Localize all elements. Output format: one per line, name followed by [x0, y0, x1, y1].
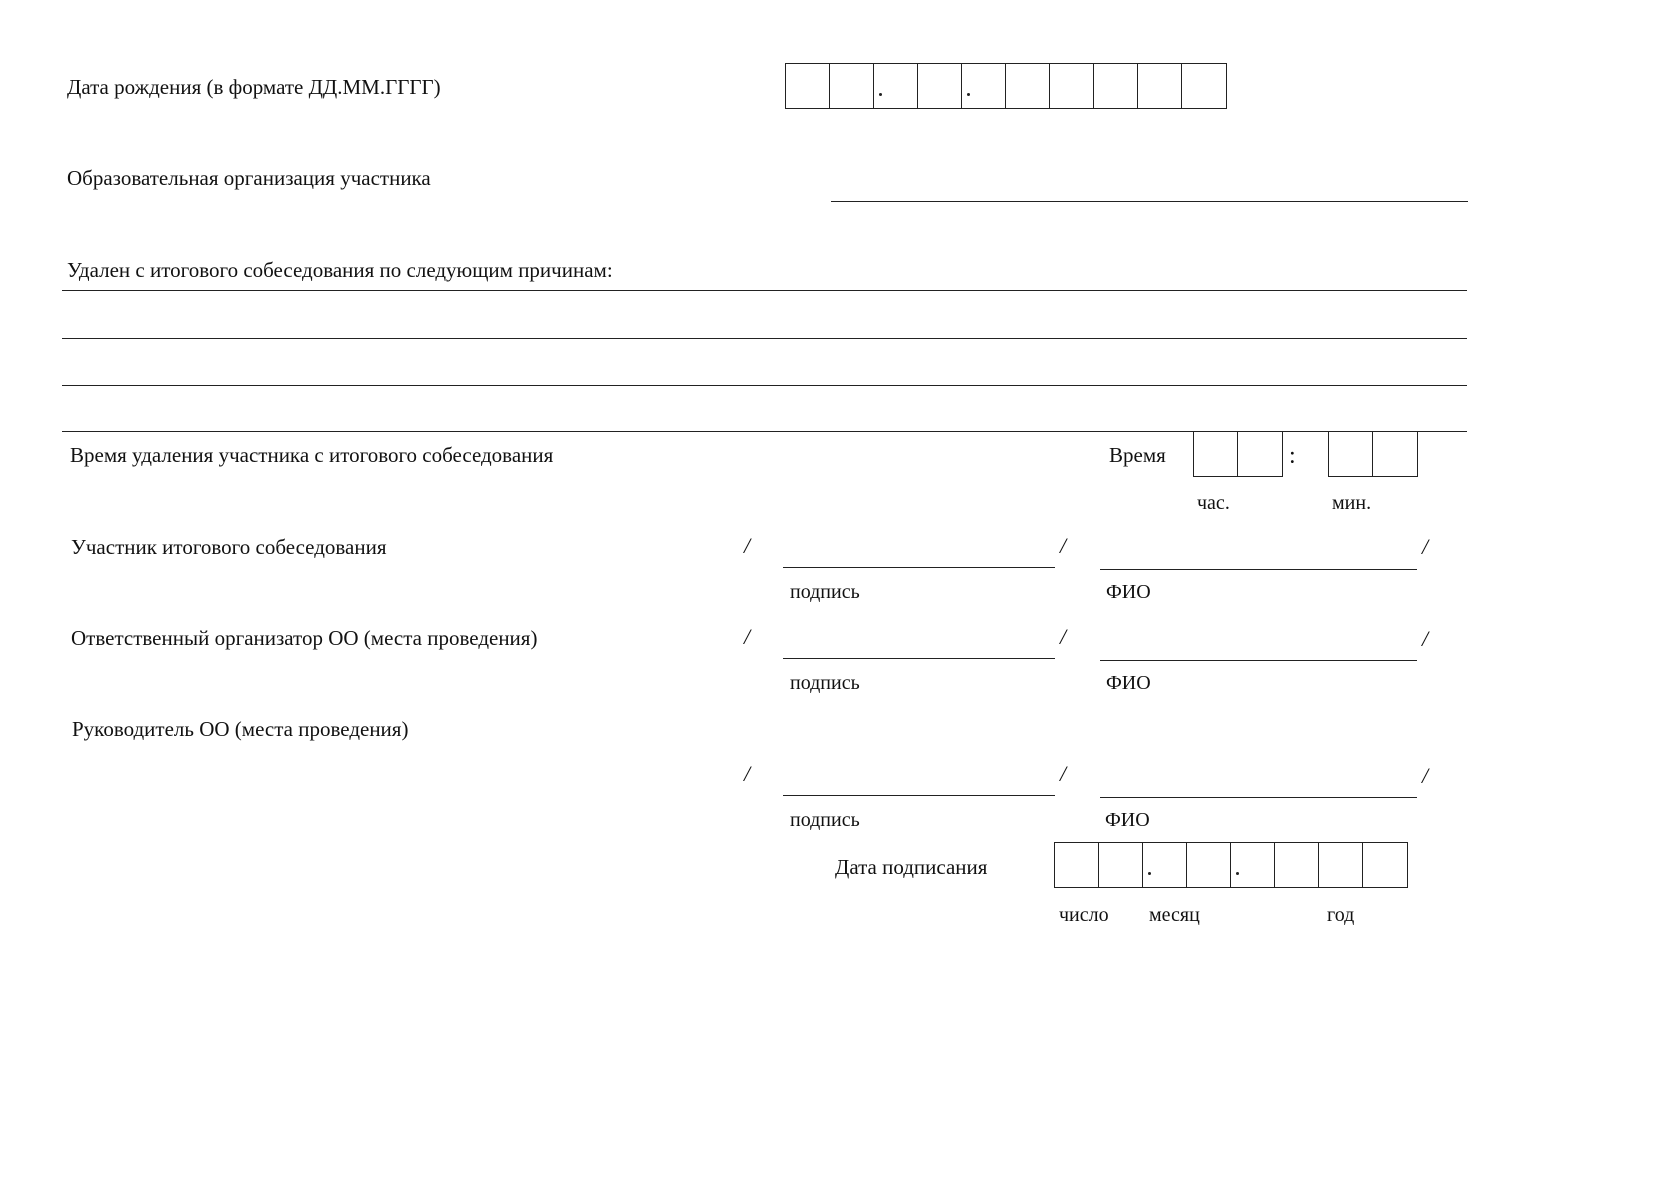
birth-date-label: Дата рождения (в формате ДД.ММ.ГГГГ): [67, 75, 441, 99]
signing-date-label: Дата подписания: [835, 855, 988, 879]
day-caption: число: [1059, 904, 1109, 926]
hours-field[interactable]: [1193, 431, 1283, 477]
slash: /: [1422, 763, 1429, 788]
participant-name-line[interactable]: [1100, 569, 1417, 570]
signature-caption: подпись: [790, 581, 860, 603]
minutes-caption: мин.: [1332, 492, 1372, 514]
hours-digit-2[interactable]: [1238, 432, 1282, 476]
minutes-digit-1[interactable]: [1329, 432, 1373, 476]
organization-input-line[interactable]: [831, 201, 1468, 202]
removal-reason-line-1[interactable]: [62, 290, 1467, 291]
signing-year-digit-4[interactable]: [1363, 843, 1407, 887]
signing-day-digit-1[interactable]: [1055, 843, 1099, 887]
slash: /: [1060, 761, 1067, 786]
signing-day-digit-2[interactable]: [1099, 843, 1143, 887]
slash: /: [1060, 624, 1067, 649]
signing-month-digit-2[interactable]: [1187, 843, 1231, 887]
participant-signature-line[interactable]: [783, 567, 1055, 568]
minutes-field[interactable]: [1328, 431, 1418, 477]
head-name-line[interactable]: [1100, 797, 1417, 798]
birth-day-digit-2[interactable]: [830, 64, 874, 108]
birth-day-digit-1[interactable]: [786, 64, 830, 108]
name-caption: ФИО: [1106, 672, 1151, 694]
organization-label: Образовательная организация участника: [67, 166, 431, 190]
birth-year-digit-4[interactable]: [1094, 64, 1138, 108]
time-colon: :: [1289, 443, 1296, 469]
birth-month-digit-1[interactable]: [874, 64, 918, 108]
slash: /: [1422, 534, 1429, 559]
removal-time-label: Время удаления участника с итогового собеседования: [70, 443, 554, 467]
organizer-label: Ответственный организатор ОО (места проведения): [71, 626, 538, 650]
birth-date-field[interactable]: [785, 63, 1227, 109]
time-label: Время: [1109, 443, 1166, 467]
slash: /: [744, 761, 751, 786]
removal-reason-line-3[interactable]: [62, 385, 1467, 386]
birth-year-digit-1[interactable]: [962, 64, 1006, 108]
signing-date-field[interactable]: [1054, 842, 1408, 888]
signing-year-digit-2[interactable]: [1275, 843, 1319, 887]
name-caption: ФИО: [1106, 581, 1151, 603]
signature-caption: подпись: [790, 672, 860, 694]
head-label: Руководитель ОО (места проведения): [72, 717, 409, 741]
head-signature-line[interactable]: [783, 795, 1055, 796]
slash: /: [744, 533, 751, 558]
slash: /: [1422, 626, 1429, 651]
signing-month-digit-1[interactable]: [1143, 843, 1187, 887]
birth-year-digit-3[interactable]: [1050, 64, 1094, 108]
month-caption: месяц: [1149, 904, 1200, 926]
signing-year-digit-1[interactable]: [1231, 843, 1275, 887]
organizer-name-line[interactable]: [1100, 660, 1417, 661]
participant-label: Участник итогового собеседования: [71, 535, 387, 559]
name-caption: ФИО: [1105, 809, 1150, 831]
birth-year-digit-6[interactable]: [1182, 64, 1226, 108]
removal-reasons-label: Удален с итогового собеседования по следующим причинам:: [67, 258, 613, 282]
hours-caption: час.: [1197, 492, 1230, 514]
signing-year-digit-3[interactable]: [1319, 843, 1363, 887]
birth-year-digit-5[interactable]: [1138, 64, 1182, 108]
birth-month-digit-2[interactable]: [918, 64, 962, 108]
signature-caption: подпись: [790, 809, 860, 831]
slash: /: [744, 624, 751, 649]
removal-reason-line-2[interactable]: [62, 338, 1467, 339]
organizer-signature-line[interactable]: [783, 658, 1055, 659]
minutes-digit-2[interactable]: [1373, 432, 1417, 476]
birth-year-digit-2[interactable]: [1006, 64, 1050, 108]
slash: /: [1060, 533, 1067, 558]
year-caption: год: [1327, 904, 1355, 926]
hours-digit-1[interactable]: [1194, 432, 1238, 476]
